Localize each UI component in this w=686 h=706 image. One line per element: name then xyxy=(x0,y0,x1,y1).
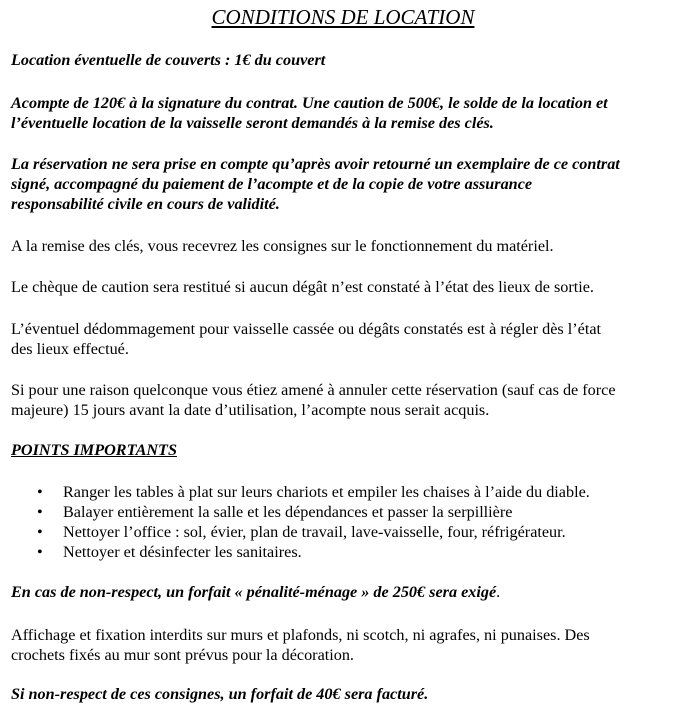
annulation-line-1: Si pour une raison quelconque vous étiez amené à annuler cette réservation (sauf cas de force xyxy=(11,381,616,399)
list-item: • Ranger les tables à plat sur leurs chariots et empiler les chaises à l’aide du diable. xyxy=(37,483,590,501)
list-item: • Balayer entièrement la salle et les dépendances et passer la serpillière xyxy=(37,503,513,521)
remise-cles-paragraph: A la remise des clés, vous recevrez les consignes sur le fonctionnement du matériel. xyxy=(11,237,554,255)
affichage-line-2: crochets fixés au mur sont prévus pour la décoration. xyxy=(11,646,354,664)
couverts-paragraph: Location éventuelle de couverts : 1€ du couvert xyxy=(11,51,326,69)
caution-paragraph: Le chèque de caution sera restitué si aucun dégât n’est constaté à l’état des lieux de sortie. xyxy=(11,278,594,296)
dedommagement-line-2: des lieux effectué. xyxy=(11,340,129,358)
dedommagement-line-1: L’éventuel dédommagement pour vaisselle cassée ou dégâts constatés est à régler dès l’état xyxy=(11,320,602,338)
points-list xyxy=(0,482,686,562)
acompte-line-1: Acompte de 120€ à la signature du contrat. Une caution de 500€, le solde de la location et xyxy=(11,94,608,112)
list-item: • Nettoyer et désinfecter les sanitaires. xyxy=(37,543,302,561)
acompte-line-2: l’éventuelle location de la vaisselle seront demandés à la remise des clés. xyxy=(11,114,494,132)
penalty-paragraph xyxy=(11,582,681,602)
bullet-icon: • xyxy=(37,483,43,501)
page-title: CONDITIONS DE LOCATION xyxy=(211,5,475,29)
list-item: • Nettoyer l’office : sol, évier, plan de travail, lave-vaisselle, four, réfrigérateur. xyxy=(37,523,566,541)
bullet-icon: • xyxy=(37,523,43,541)
reservation-line-3: responsabilité civile en cours de validité. xyxy=(11,195,280,213)
points-importants-heading: POINTS IMPORTANTS xyxy=(11,441,177,459)
affichage-line-1: Affichage et fixation interdits sur murs et plafonds, ni scotch, ni agrafes, ni punaises. Des xyxy=(11,626,590,644)
bullet-icon: • xyxy=(37,543,43,561)
reservation-line-1: La réservation ne sera prise en compte qu’après avoir retourné un exemplaire de ce contrat xyxy=(11,155,620,173)
final-notice: Si non-respect de ces consignes, un forfait de 40€ sera facturé. xyxy=(11,685,429,703)
bullet-icon: • xyxy=(37,503,43,521)
annulation-line-2: majeure) 15 jours avant la date d’utilisation, l’acompte nous serait acquis. xyxy=(11,401,490,419)
reservation-line-2: signé, accompagné du paiement de l’acompte et de la copie de votre assurance xyxy=(11,175,533,193)
penalty-period: . xyxy=(496,583,501,601)
penalty-text: En cas de non-respect, un forfait « pénalité-ménage » de 250€ sera exigé xyxy=(11,583,497,601)
